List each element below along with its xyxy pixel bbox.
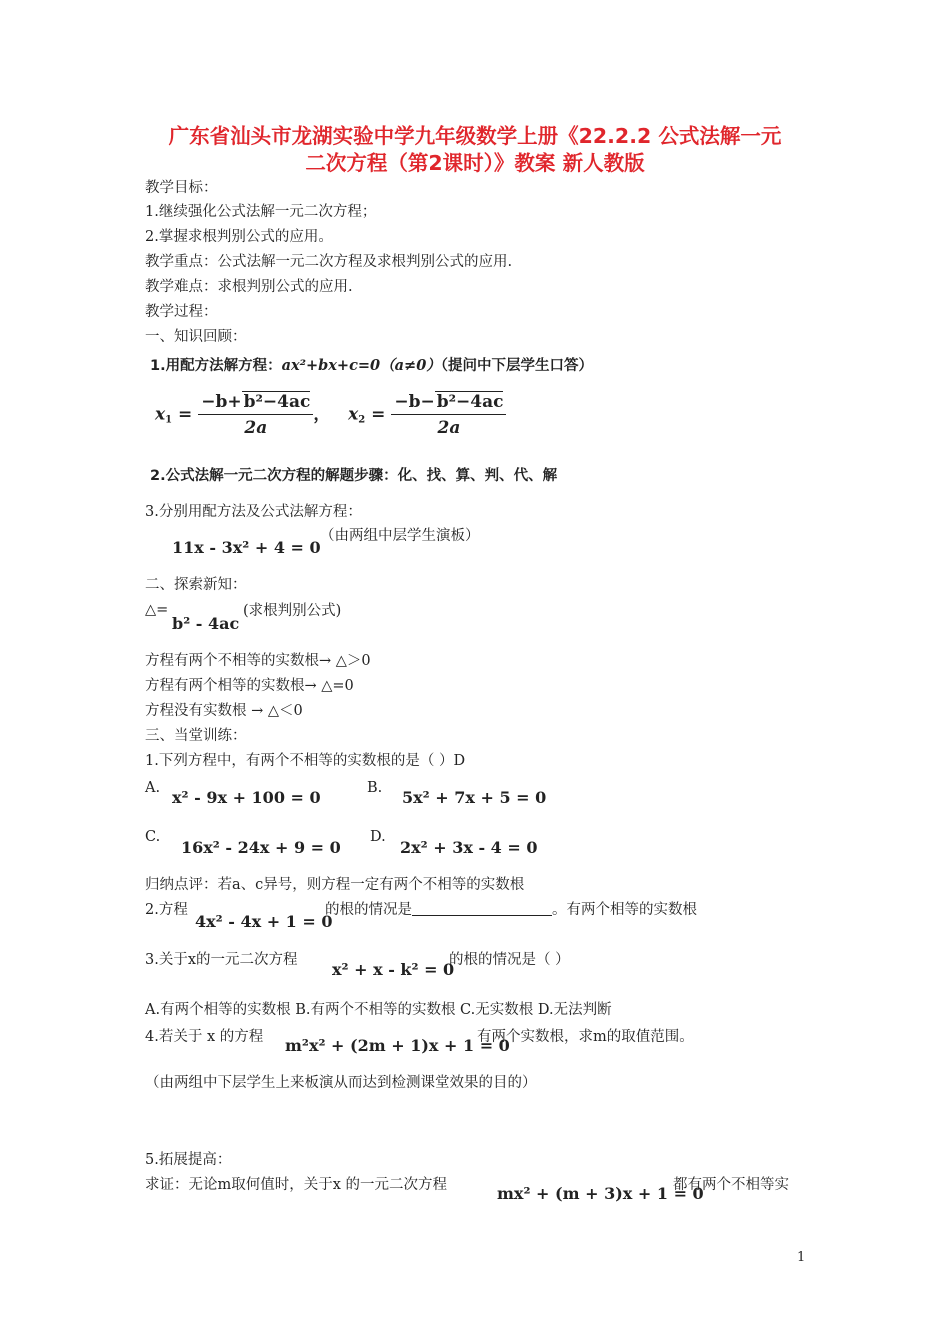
x1-denominator: 2a: [244, 418, 268, 438]
option-a-equation: x² - 9x + 100 = 0: [172, 788, 321, 807]
goal-2: 2.掌握求根判别公式的应用。: [145, 229, 333, 245]
review1-prefix: 1.用配方法解方程：: [150, 358, 282, 374]
x2-subscript: 2: [358, 414, 366, 426]
review-item-2: 2.公式法解一元二次方程的解题步骤：化、找、算、判、代、解: [150, 468, 558, 484]
x2-radicand: b²−4ac: [436, 392, 504, 412]
question-4-suffix: 有两个实数根，求m的取值范围。: [477, 1029, 694, 1045]
question-2-suffix: 。有两个相等的实数根: [552, 902, 697, 918]
question-3-suffix: 的根的情况是（ ）: [449, 952, 570, 968]
section-3-heading: 三、当堂训练：: [145, 728, 247, 744]
question-5-heading: 5.拓展提高：: [145, 1152, 232, 1168]
review-item-1: [150, 356, 593, 376]
question-4-note: （由两组中下层学生上来板演从而达到检测课堂效果的目的）: [145, 1075, 537, 1091]
question-1: 1.下列方程中，有两个不相等的实数根的是（ ）D: [145, 753, 466, 769]
document-title-line2: 二次方程（第2课时）》教案 新人教版: [305, 151, 645, 175]
review1-note: （提问中下层学生口答）: [440, 358, 594, 374]
question-4-prefix: 4.若关于 x 的方程: [145, 1029, 264, 1045]
equation-3-note: （由两组中层学生演板）: [320, 528, 480, 544]
x1-fraction: [198, 392, 313, 438]
review1-equation: ax²+bx+c=0（a≠0）: [281, 357, 441, 374]
x1-radicand: b²−4ac: [243, 392, 311, 412]
question-2-text: [325, 900, 697, 920]
page-number: 1: [797, 1250, 806, 1265]
question-5-prefix: 求证：无论m取何值时，关于x 的一元二次方程: [145, 1177, 448, 1193]
option-a-label: A.: [145, 780, 161, 796]
option-d-label: D.: [370, 829, 386, 845]
roots-separator: ，: [313, 404, 331, 425]
x2-denominator: 2a: [437, 418, 461, 438]
summary-comment: 归纳点评：若a、c异号，则方程一定有两个不相等的实数根: [145, 877, 525, 893]
x1-numerator-lead: −b+: [201, 392, 242, 412]
process-heading: 教学过程：: [145, 304, 218, 320]
question-5-equation: mx² + (m + 3)x + 1 = 0: [497, 1184, 704, 1203]
x1-subscript: 1: [165, 414, 173, 426]
delta-note: (求根判别公式): [243, 603, 342, 619]
section-1-heading: 一、知识回顾：: [145, 329, 247, 345]
question-3-options: A.有两个相等的实数根 B.有两个不相等的实数根 C.无实数根 D.无法判断: [145, 1002, 612, 1018]
x2-numerator-lead: −b−: [394, 392, 435, 412]
question-3-prefix: 3.关于x的一元二次方程: [145, 952, 298, 968]
option-b-equation: 5x² + 7x + 5 = 0: [402, 788, 547, 807]
question-3-equation: x² + x - k² = 0: [332, 960, 455, 979]
x1-symbol: x: [155, 404, 166, 425]
option-b-label: B.: [367, 780, 383, 796]
discriminant-case-1: 方程有两个不相等的实数根→ △＞0: [145, 653, 371, 669]
equation-3: 11x - 3x² + 4 = 0: [172, 538, 321, 557]
discriminant-case-3: 方程没有实数根 → △＜0: [145, 703, 303, 719]
delta-expression: b² - 4ac: [172, 614, 240, 633]
option-d-equation: 2x² + 3x - 4 = 0: [400, 838, 538, 857]
question-2-equation: 4x² - 4x + 1 = 0: [195, 912, 333, 931]
x2-fraction: [391, 392, 506, 438]
question-2-middle: 的根的情况是: [325, 902, 412, 918]
question-2-prefix: 2.方程: [145, 902, 188, 918]
difficulty: 教学难点：求根判别公式的应用.: [145, 279, 353, 295]
section-2-heading: 二、探索新知：: [145, 577, 247, 593]
roots-formula: $x_1$ = $\frac{\text{−b+ b²−4ac}}{2a}$ ， $x_2$ = $\frac{\text{−b− b²−4ac}}{2a}$: [155, 392, 506, 438]
review-item-3: 3.分别用配方法及公式法解方程：: [145, 504, 362, 520]
question-5-suffix: 都有两个不相等实: [673, 1177, 789, 1193]
answer-blank: [412, 900, 552, 916]
goals-heading: 教学目标：: [145, 180, 218, 196]
option-c-label: C.: [145, 829, 161, 845]
question-4-equation: m²x² + (2m + 1)x + 1 = 0: [285, 1036, 510, 1055]
document-title-line1: 广东省汕头市龙湖实验中学九年级数学上册《22.2.2 公式法解一元: [168, 124, 782, 148]
x2-symbol: x: [348, 404, 359, 425]
goal-1: 1.继续强化公式法解一元二次方程；: [145, 204, 377, 220]
option-c-equation: 16x² - 24x + 9 = 0: [181, 838, 341, 857]
key-point: 教学重点：公式法解一元二次方程及求根判别公式的应用.: [145, 254, 513, 270]
discriminant-case-2: 方程有两个相等的实数根→ △=0: [145, 678, 354, 694]
delta-label: △=: [145, 602, 169, 618]
